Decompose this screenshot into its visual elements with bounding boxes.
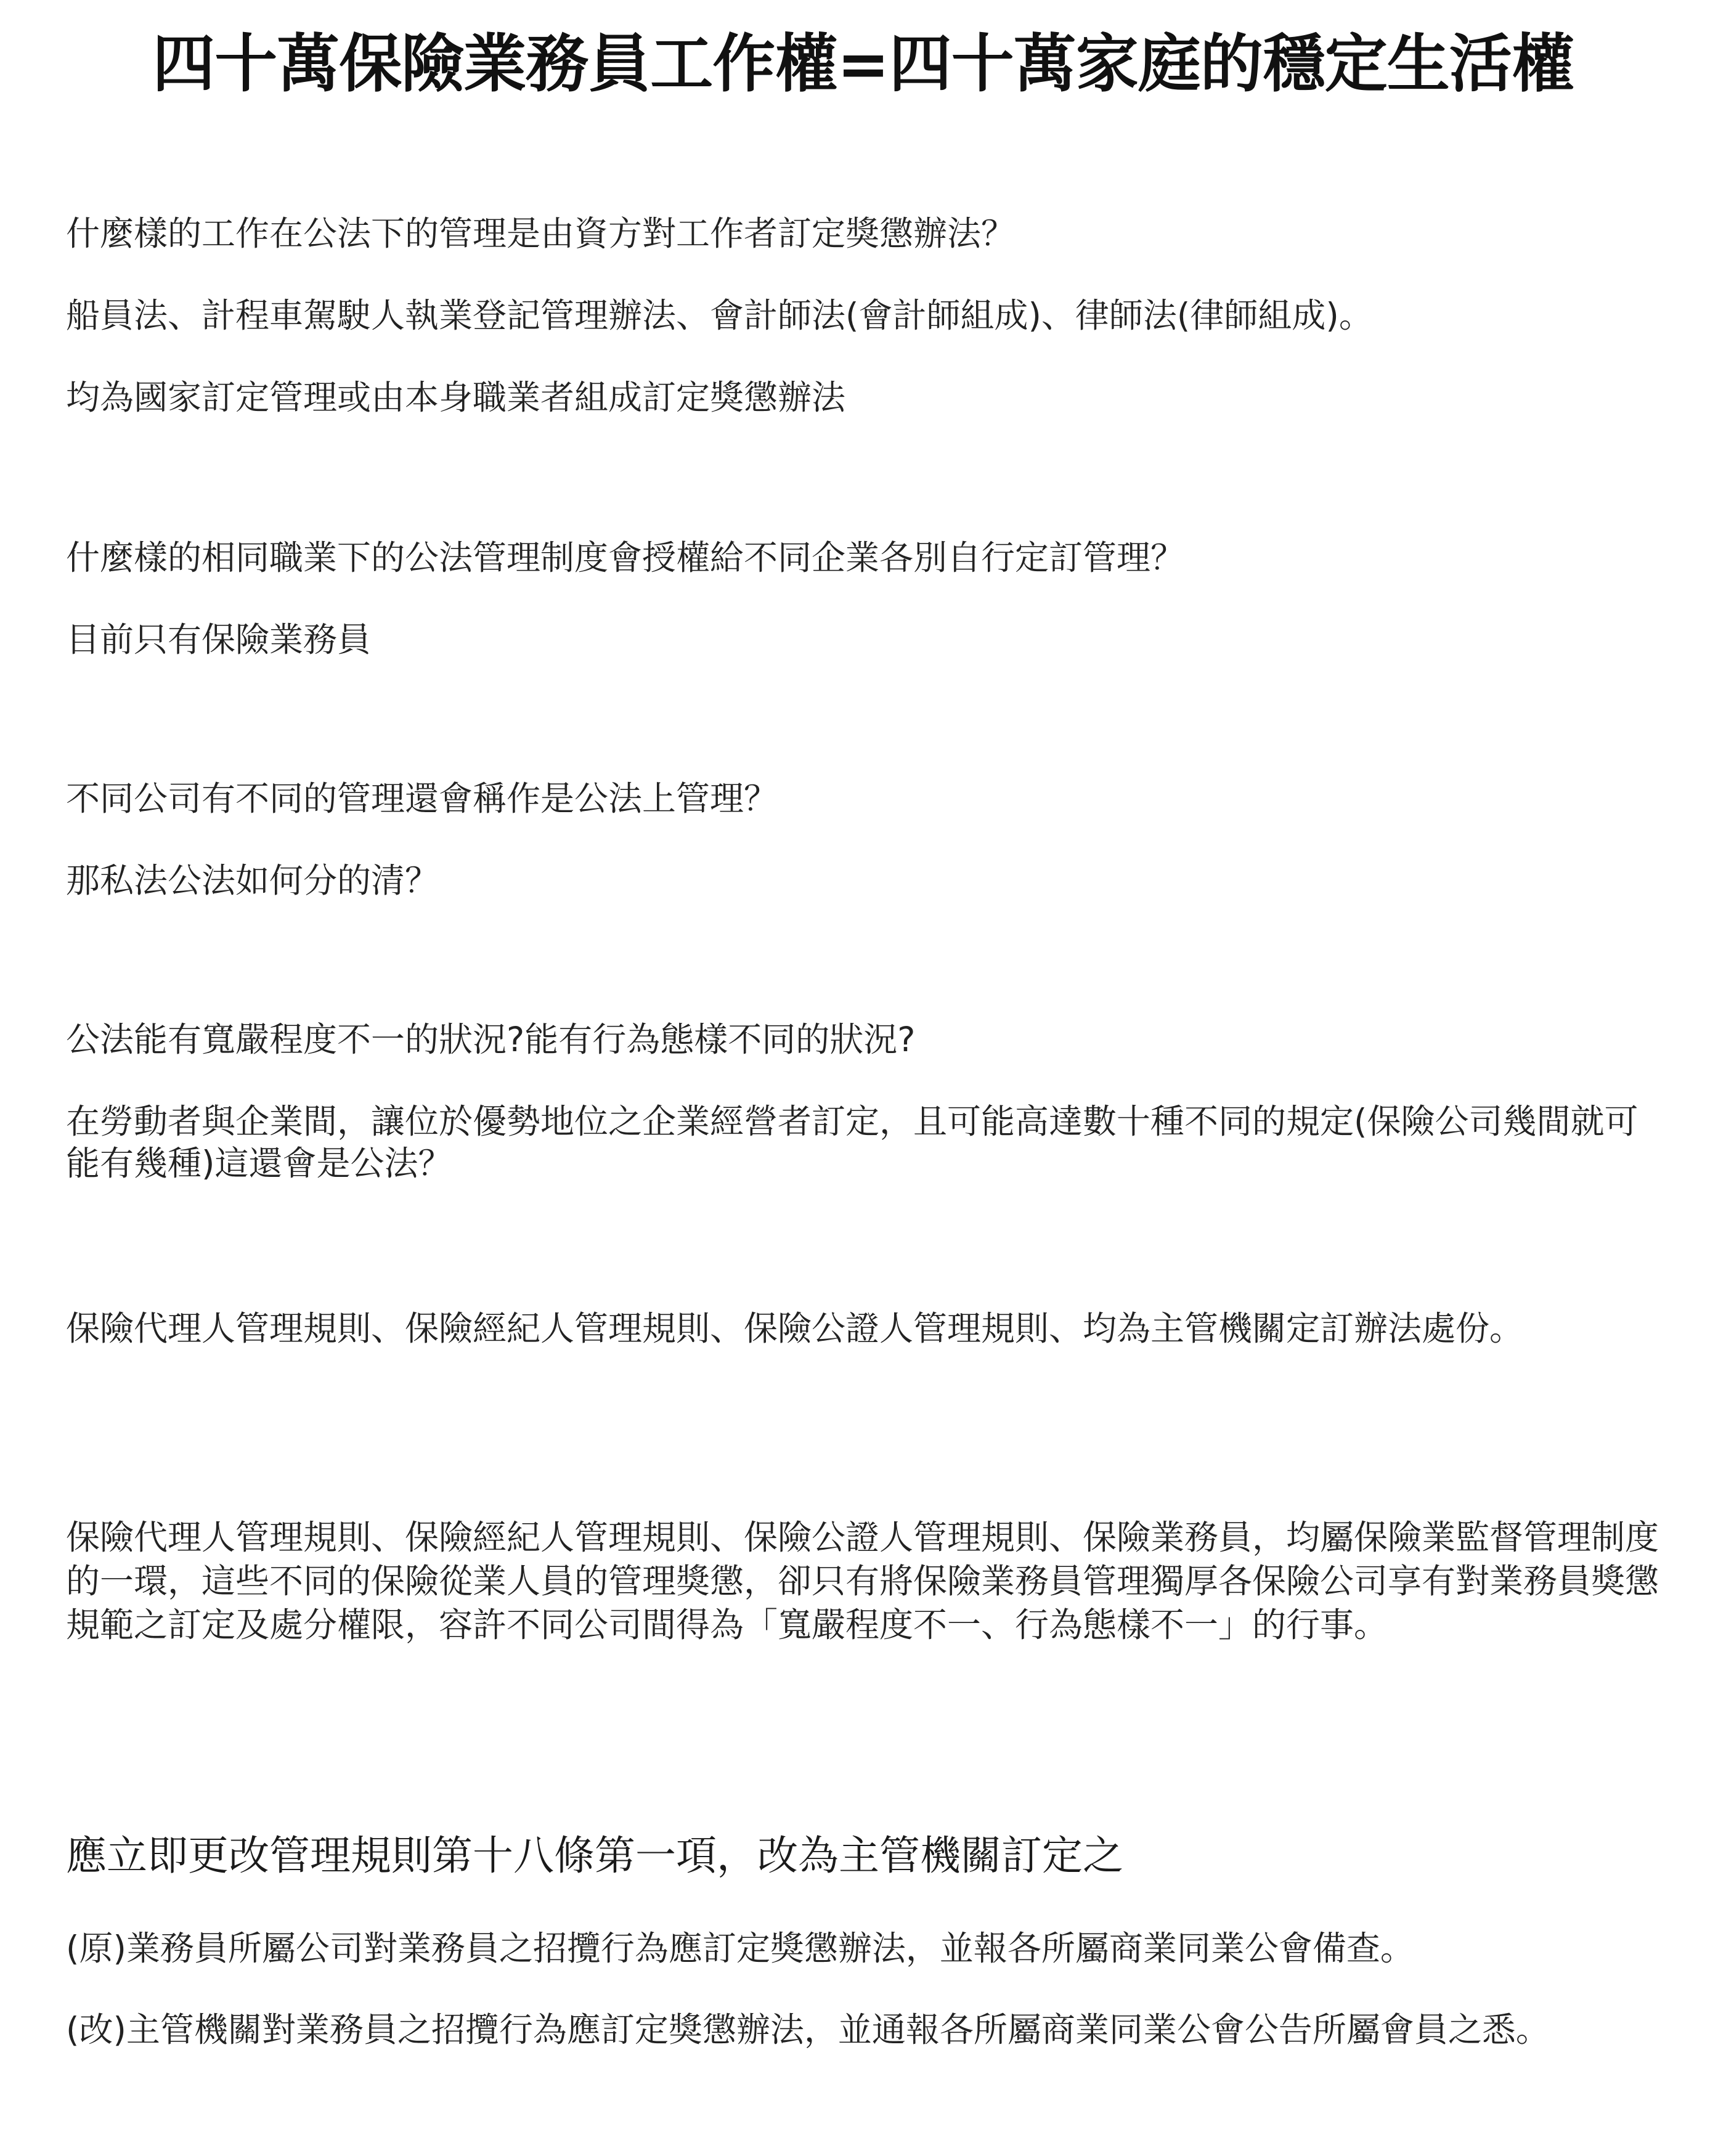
question-text: 公法能有寬嚴程度不一的狀況?能有行為態樣不同的狀況? bbox=[66, 1020, 916, 1059]
paragraph-text: 在勞動者與企業間，讓位於優勢地位之企業經營者訂定，且可能高達數十種不同的規定(保險公司幾間就可能有幾種)這還會是公法？ bbox=[66, 1102, 1638, 1183]
question-text: 不同公司有不同的管理還會稱作是公法上管理？ bbox=[66, 779, 778, 818]
revised-clause: (改)主管機關對業務員之招攬行為應訂定獎懲辦法，並通報各所屬商業同業公會公告所屬會員之悉。 bbox=[66, 2010, 1550, 2049]
paragraph-text: 保險代理人管理規則、保險經紀人管理規則、保險公證人管理規則、均為主管機關定訂辦法處份。 bbox=[66, 1309, 1524, 1348]
paragraph-text: 目前只有保險業務員 bbox=[66, 620, 372, 659]
paragraph-text: 保險代理人管理規則、保險經紀人管理規則、保險公證人管理規則、保險業務員，均屬保險業監督管理制度的一環，這些不同的保險從業人員的管理獎懲，卻只有將保險業務員管理獨厚各保險公司享有對業務員獎懲規範之訂定及處分權限，容許不同公司間得為「寬嚴程度不一、行為態樣不一」的行事。 bbox=[66, 1518, 1659, 1645]
question-text: 什麼樣的工作在公法下的管理是由資方對工作者訂定獎懲辦法？ bbox=[66, 214, 1016, 253]
paragraph-text: 均為國家訂定管理或由本身職業者組成訂定獎懲辦法 bbox=[66, 378, 846, 417]
amendment-heading: 應立即更改管理規則第十八條第一項，改為主管機關訂定之 bbox=[66, 1832, 1123, 1879]
paragraph-text: 船員法、計程車駕駛人執業登記管理辦法、會計師法(會計師組成)、律師法(律師組成)。 bbox=[66, 296, 1373, 335]
question-text: 什麼樣的相同職業下的公法管理制度會授權給不同企業各別自行定訂管理？ bbox=[66, 538, 1185, 577]
page-title: 四十萬保險業務員工作權=四十萬家庭的穩定生活權 bbox=[152, 28, 1574, 101]
question-text: 那私法公法如何分的清？ bbox=[66, 861, 439, 900]
original-clause: (原)業務員所屬公司對業務員之招攬行為應訂定獎懲辦法，並報各所屬商業同業公會備查。 bbox=[66, 1929, 1414, 1968]
